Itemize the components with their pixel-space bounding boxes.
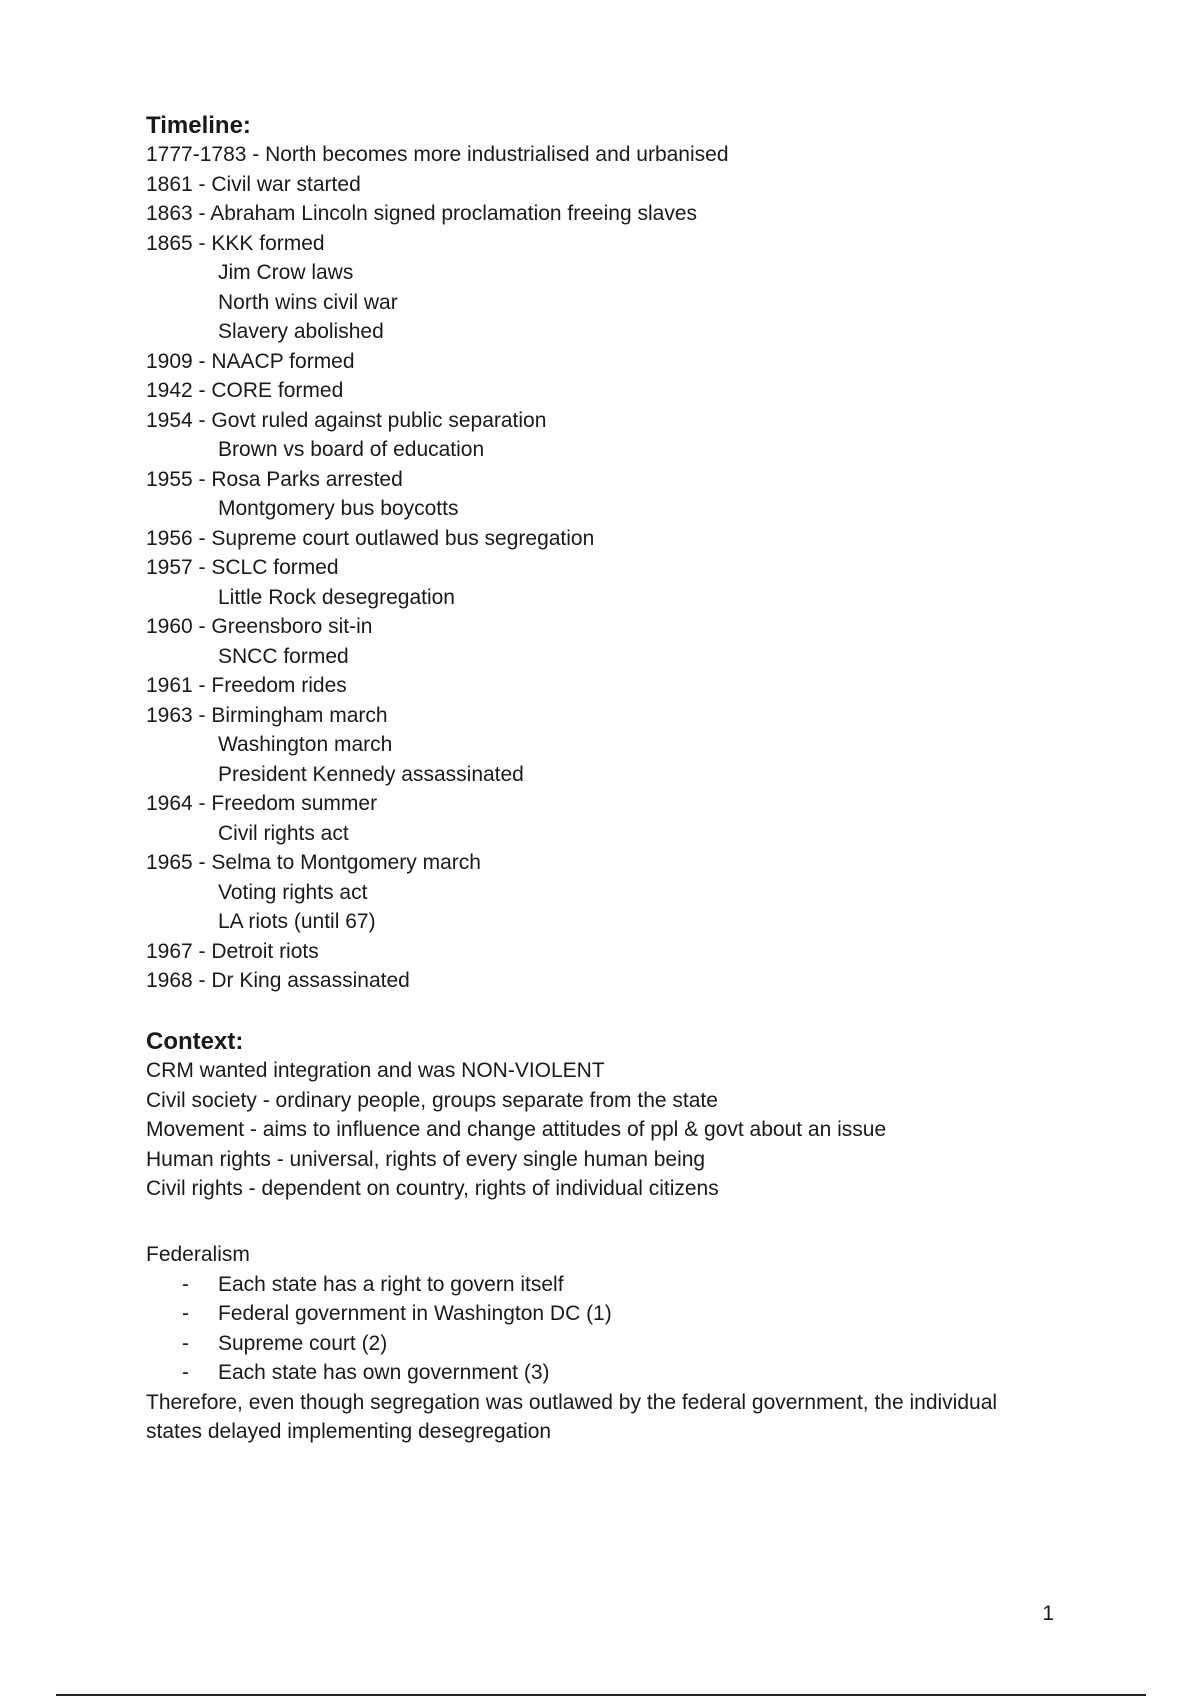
federalism-bullet-text: Each state has a right to govern itself [218,1272,564,1296]
context-line: Civil rights - dependent on country, rights of individual citizens [146,1177,719,1200]
federalism-bullet [146,1299,1106,1329]
timeline-section [146,112,1086,996]
federalism-conclusion-line: Therefore, even though segregation was outlawed by the federal government, the individual [146,1390,998,1414]
federalism-section [146,1240,1106,1447]
timeline-item: 1777-1783 - North becomes more industrialised and urbanised [146,143,729,166]
timeline-subitem: Brown vs board of education [218,438,485,461]
bullet-dash-icon: - [182,1331,189,1355]
context-heading: Context: [146,1028,244,1055]
federalism-bullet [146,1329,1106,1359]
context-list [146,1056,1106,1204]
timeline-item: 1965 - Selma to Montgomery march [146,851,481,874]
bullet-dash-icon: - [182,1361,189,1384]
timeline-heading: Timeline: [146,112,251,139]
context-line: Civil society - ordinary people, groups separate from the state [146,1088,718,1112]
timeline-subitem: President Kennedy assassinated [218,762,524,786]
timeline-item: 1961 - Freedom rides [146,674,347,697]
federalism-conclusion [146,1388,1106,1447]
timeline-list [146,140,1086,996]
federalism-bullet-text: Supreme court (2) [218,1331,388,1355]
timeline-item: 1955 - Rosa Parks arrested [146,467,403,491]
federalism-title: Federalism [146,1243,250,1266]
footer-divider [56,1694,1146,1696]
timeline-subitem: Little Rock desegregation [218,585,455,609]
timeline-item: 1967 - Detroit riots [146,939,319,963]
timeline-item: 1909 - NAACP formed [146,349,355,373]
timeline-item: 1956 - Supreme court outlawed bus segregation [146,526,595,550]
timeline-subitem: Montgomery bus boycotts [218,497,459,520]
context-section [146,1028,1106,1204]
timeline-subitem: Jim Crow laws [218,261,354,284]
bullet-dash-icon: - [182,1302,189,1325]
timeline-item: 1863 - Abraham Lincoln signed proclamation freeing slaves [146,202,697,225]
timeline-item: 1960 - Greensboro sit-in [146,615,373,638]
timeline-item: 1968 - Dr King assassinated [146,969,410,992]
timeline-item: 1954 - Govt ruled against public separation [146,408,547,432]
bullet-dash-icon: - [182,1272,189,1296]
federalism-bullet-list [146,1270,1106,1388]
timeline-subitem: Washington march [218,733,393,756]
timeline-item: 1861 - Civil war started [146,172,361,196]
federalism-conclusion-line: states delayed implementing desegregation [146,1420,552,1443]
timeline-subitem: SNCC formed [218,644,349,668]
timeline-item: 1865 - KKK formed [146,231,325,255]
timeline-subitem: Civil rights act [218,821,349,845]
federalism-bullet [146,1270,1106,1300]
federalism-bullet-text: Each state has own government (3) [218,1361,550,1384]
context-line: Movement - aims to influence and change attitudes of ppl & govt about an issue [146,1118,887,1141]
timeline-subitem: Voting rights act [218,880,368,904]
timeline-item: 1963 - Birmingham march [146,703,388,727]
timeline-item: 1942 - CORE formed [146,379,344,402]
page-number: 1 [1042,1602,1054,1625]
timeline-subitem: Slavery abolished [218,320,384,343]
context-line: CRM wanted integration and was NON-VIOLENT [146,1059,605,1082]
federalism-bullet-text: Federal government in Washington DC (1) [218,1302,612,1325]
timeline-item: 1964 - Freedom summer [146,792,378,815]
federalism-bullet [146,1358,1106,1388]
timeline-item: 1957 - SCLC formed [146,556,339,579]
timeline-subitem: North wins civil war [218,290,398,314]
context-line: Human rights - universal, rights of every single human being [146,1147,706,1171]
timeline-subitem: LA riots (until 67) [218,910,376,933]
